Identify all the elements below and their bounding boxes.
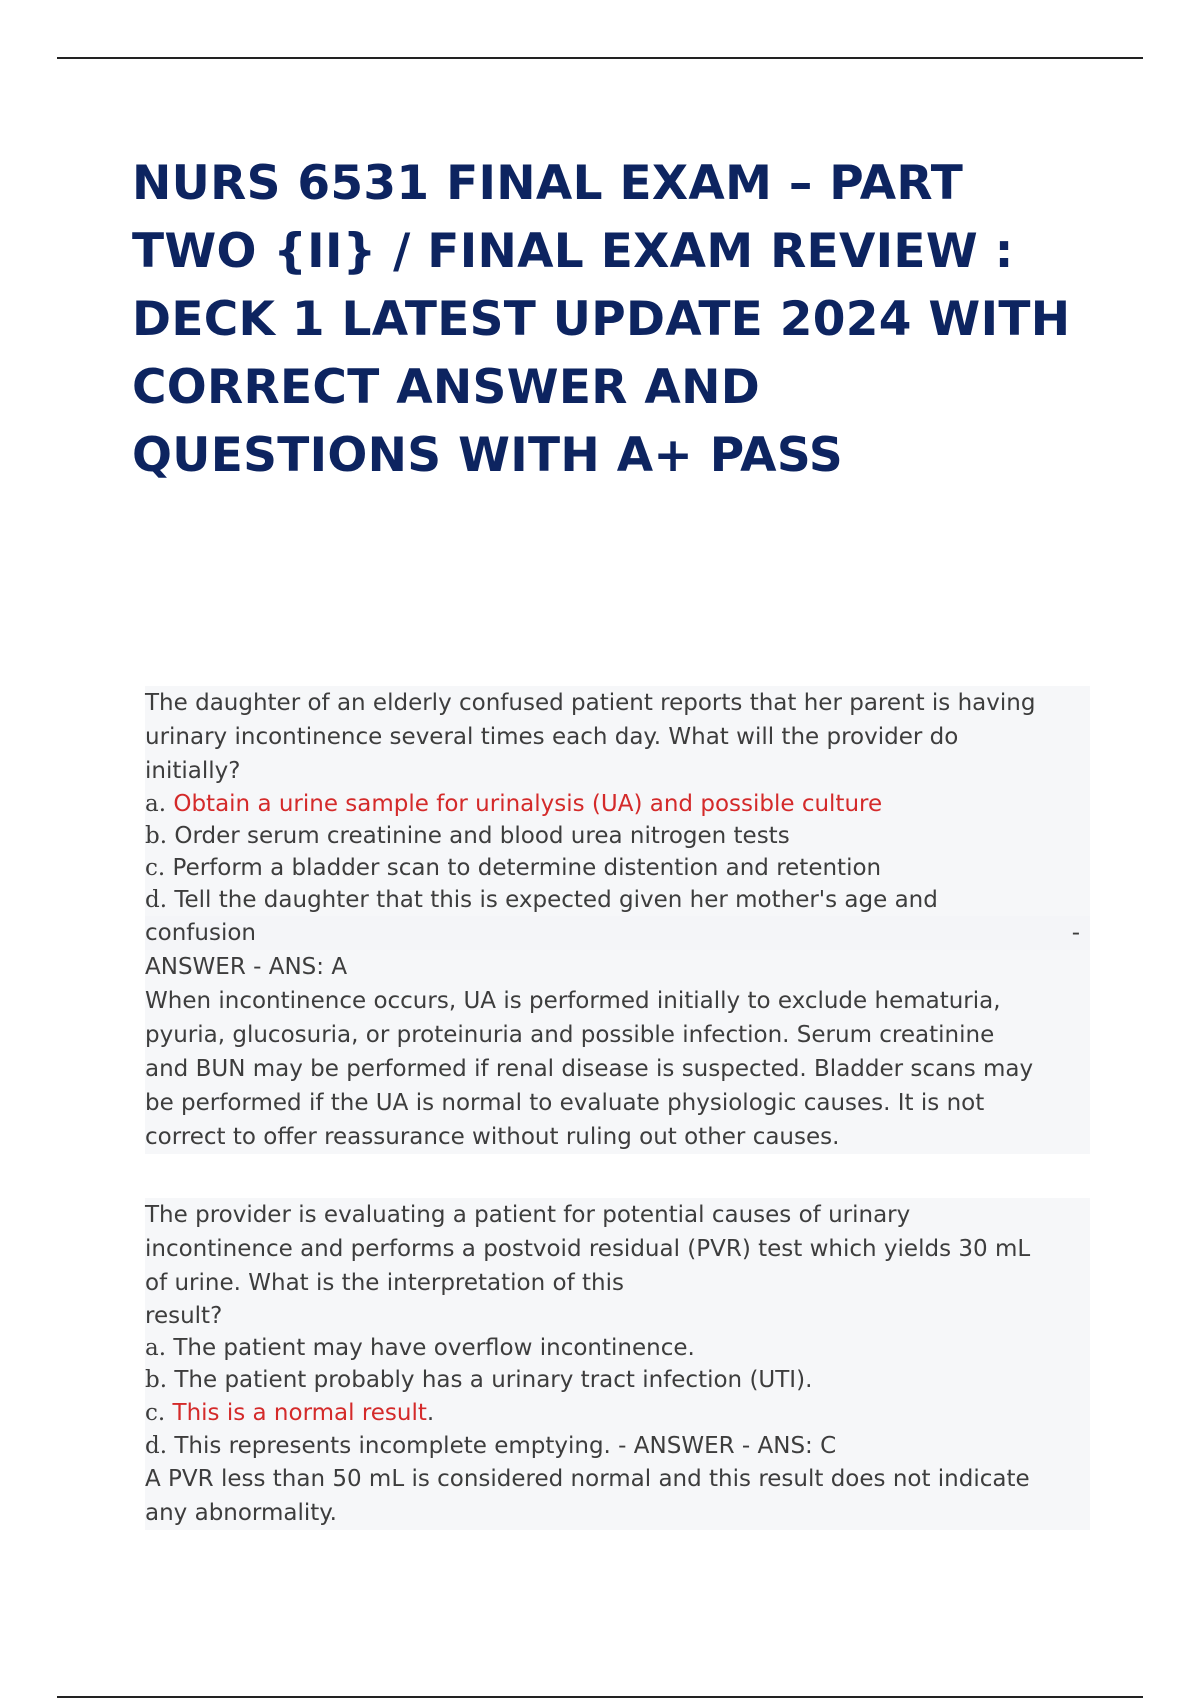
answer-line: ANSWER - ANS: A <box>145 950 1090 984</box>
explanation-line: When incontinence occurs, UA is performed initially to exclude hematuria, <box>145 984 1090 1018</box>
option-text: This represents incomplete emptying. - ANSWER - ANS: C <box>174 1433 837 1459</box>
option-b <box>145 1364 1090 1396</box>
explanation-line: any abnormality. <box>145 1496 1090 1530</box>
title-line: DECK 1 LATEST UPDATE 2024 WITH <box>132 292 1071 347</box>
option-d <box>145 884 1090 916</box>
option-letter: a. <box>145 1335 167 1361</box>
option-d-continuation <box>145 916 1090 950</box>
option-text: Order serum creatinine and blood urea nitrogen tests <box>174 823 790 849</box>
option-text: Perform a bladder scan to determine distention and retention <box>172 855 882 881</box>
document-title <box>132 150 1132 490</box>
option-letter: b. <box>145 1367 168 1393</box>
title-line: CORRECT ANSWER AND <box>132 360 761 415</box>
option-c <box>145 1396 1090 1430</box>
option-letter: a. <box>145 791 167 817</box>
option-text: confusion <box>145 920 256 946</box>
title-line: TWO {II} / FINAL EXAM REVIEW : <box>132 224 1014 279</box>
option-a <box>145 788 1090 820</box>
option-letter: d. <box>145 1433 168 1459</box>
explanation-line: be performed if the UA is normal to evaluate physiologic causes. It is not <box>145 1086 1090 1120</box>
option-letter: d. <box>145 887 168 913</box>
question-stem-line: result? <box>145 1300 1090 1332</box>
option-letter: b. <box>145 823 168 849</box>
question-1 <box>145 686 1090 1154</box>
option-text-correct: Obtain a urine sample for urinalysis (UA) and possible culture <box>173 791 883 817</box>
option-a <box>145 1332 1090 1364</box>
question-stem-line: incontinence and performs a postvoid residual (PVR) test which yields 30 mL <box>145 1232 1090 1266</box>
option-letter: c. <box>145 1400 166 1426</box>
title-line: QUESTIONS WITH A+ PASS <box>132 428 844 483</box>
explanation-line: correct to offer reassurance without ruling out other causes. <box>145 1120 1090 1154</box>
question-stem-line: initially? <box>145 754 1090 788</box>
option-letter: c. <box>145 855 166 881</box>
bottom-rule <box>57 1696 1143 1698</box>
title-line: NURS 6531 FINAL EXAM – PART <box>132 156 964 211</box>
explanation-line: pyuria, glucosuria, or proteinuria and possible infection. Serum creatinine <box>145 1018 1090 1052</box>
separator-dash: - <box>1071 920 1080 946</box>
option-d <box>145 1430 1090 1462</box>
question-stem-line: The daughter of an elderly confused patient reports that her parent is having <box>145 686 1090 720</box>
option-text-correct: This is a normal result <box>172 1400 427 1426</box>
option-text: The patient probably has a urinary tract infection (UTI). <box>174 1367 813 1393</box>
explanation-line: A PVR less than 50 mL is considered normal and this result does not indicate <box>145 1462 1090 1496</box>
option-text: Tell the daughter that this is expected given her mother's age and <box>174 887 938 913</box>
question-stem-line: The provider is evaluating a patient for potential causes of urinary <box>145 1198 1090 1232</box>
question-stem-line: of urine. What is the interpretation of this <box>145 1266 1090 1300</box>
explanation-line: and BUN may be performed if renal disease is suspected. Bladder scans may <box>145 1052 1090 1086</box>
question-stem-line: urinary incontinence several times each day. What will the provider do <box>145 720 1090 754</box>
option-c <box>145 852 1090 884</box>
question-2 <box>145 1198 1090 1530</box>
top-rule <box>57 57 1143 59</box>
option-suffix: . <box>426 1400 435 1426</box>
option-b <box>145 820 1090 852</box>
option-text: The patient may have overflow incontinence. <box>173 1335 695 1361</box>
